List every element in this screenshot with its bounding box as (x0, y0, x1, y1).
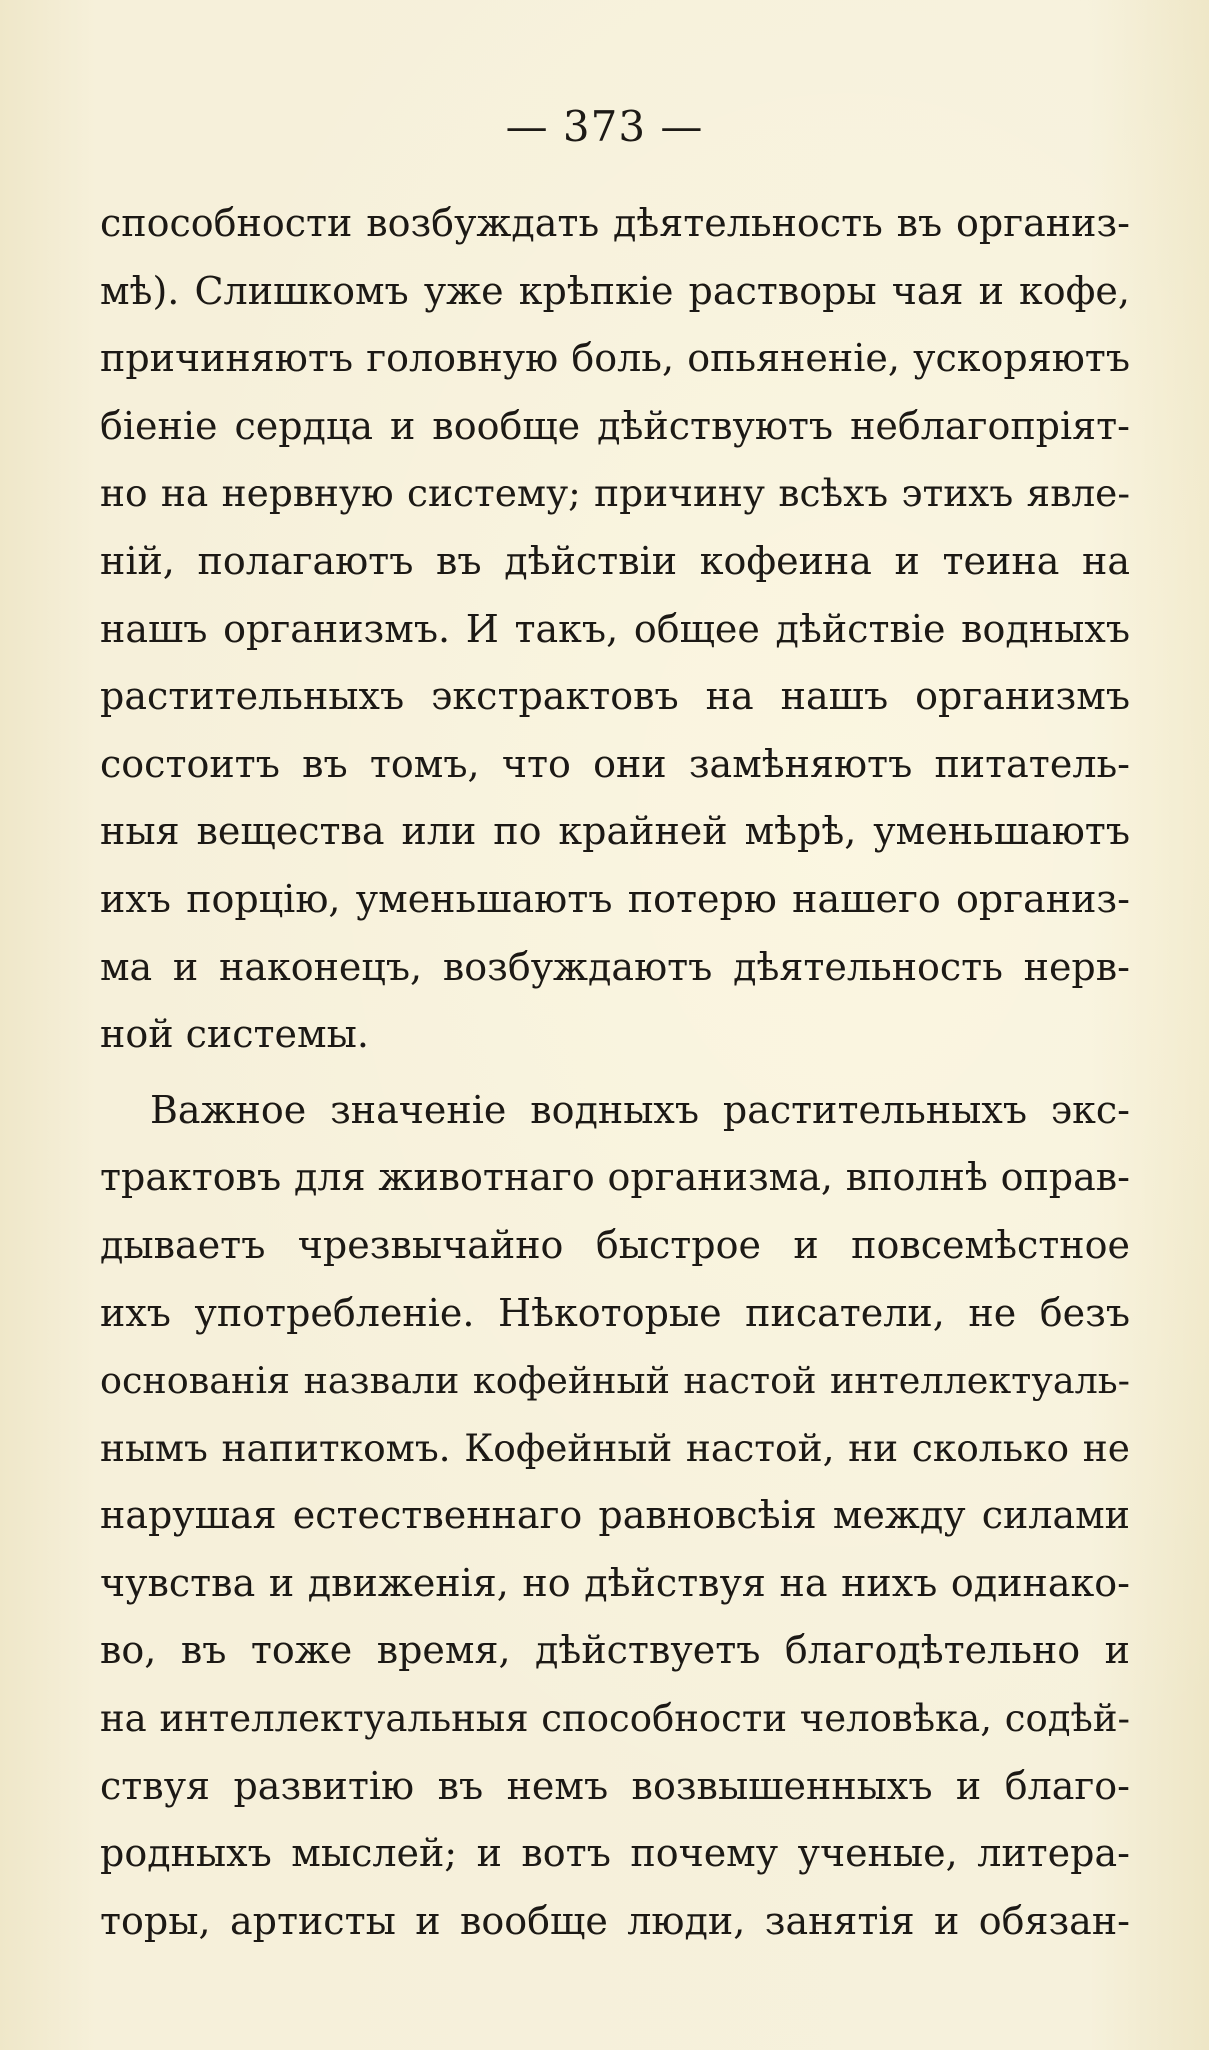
text-line: біеніе сердца и вообще дѣйствуютъ неблагопріят- (100, 403, 1130, 448)
text-line: ній, полагаютъ въ дѣйствіи кофеина и теина на (100, 538, 1130, 583)
text-line: состоитъ въ томъ, что они замѣняютъ питатель- (100, 741, 1130, 786)
page-number: — 373 — (505, 102, 704, 151)
text-line: Важное значеніе водныхъ растительныхъ экс- (150, 1087, 1130, 1132)
text-line: причиняютъ головную боль, опьяненіе, ускоряютъ (100, 336, 1130, 381)
text-line: ствуя развитію въ немъ возвышенныхъ и благо- (100, 1763, 1130, 1808)
text-line: во, въ тоже время, дѣйствуетъ благодѣтельно и (100, 1628, 1130, 1673)
text-line: мѣ). Слишкомъ уже крѣпкіе растворы чая и кофе, (100, 268, 1130, 313)
text-line: трактовъ для животнаго организма, вполнѣ оправ- (100, 1155, 1130, 1200)
text-line: ма и наконецъ, возбуждаютъ дѣятельность нерв- (100, 944, 1130, 989)
text-line: растительныхъ экстрактовъ на нашъ организмъ (100, 674, 1130, 719)
text-line: ныя вещества или по крайней мѣрѣ, уменьшаютъ (100, 809, 1130, 854)
paragraph (100, 1077, 1130, 1956)
text-line: на интеллектуальныя способности человѣка, содѣй- (100, 1697, 1130, 1741)
body-text (100, 190, 1130, 1955)
text-line: но на нервную систему; причину всѣхъ этихъ явле- (100, 471, 1130, 516)
paragraph (100, 190, 1130, 1069)
text-line: ихъ употребленіе. Нѣкоторые писатели, не безъ (100, 1290, 1130, 1335)
text-line: ной системы. (100, 1012, 369, 1057)
text-line: родныхъ мыслей; и вотъ почему ученые, литера- (100, 1831, 1130, 1876)
text-line: нашъ организмъ. И такъ, общее дѣйствіе водныхъ (100, 606, 1130, 651)
text-line: чувства и движенія, но дѣйствуя на нихъ одинако- (100, 1560, 1130, 1605)
text-line: торы, артисты и вообще люди, занятія и обязан- (100, 1898, 1130, 1943)
text-line: ихъ порцію, уменьшаютъ потерю нашего организ- (100, 876, 1130, 921)
text-line: дываетъ чрезвычайно быстрое и повсемѣстное (100, 1222, 1130, 1267)
text-line: нымъ напиткомъ. Кофейный настой, ни сколько не (100, 1425, 1130, 1470)
text-line: способности возбуждать дѣятельность въ организ- (100, 201, 1130, 245)
text-line: нарушая естественнаго равновсѣія между силами (100, 1493, 1130, 1538)
text-line: основанія назвали кофейный настой интеллектуаль- (100, 1359, 1130, 1403)
